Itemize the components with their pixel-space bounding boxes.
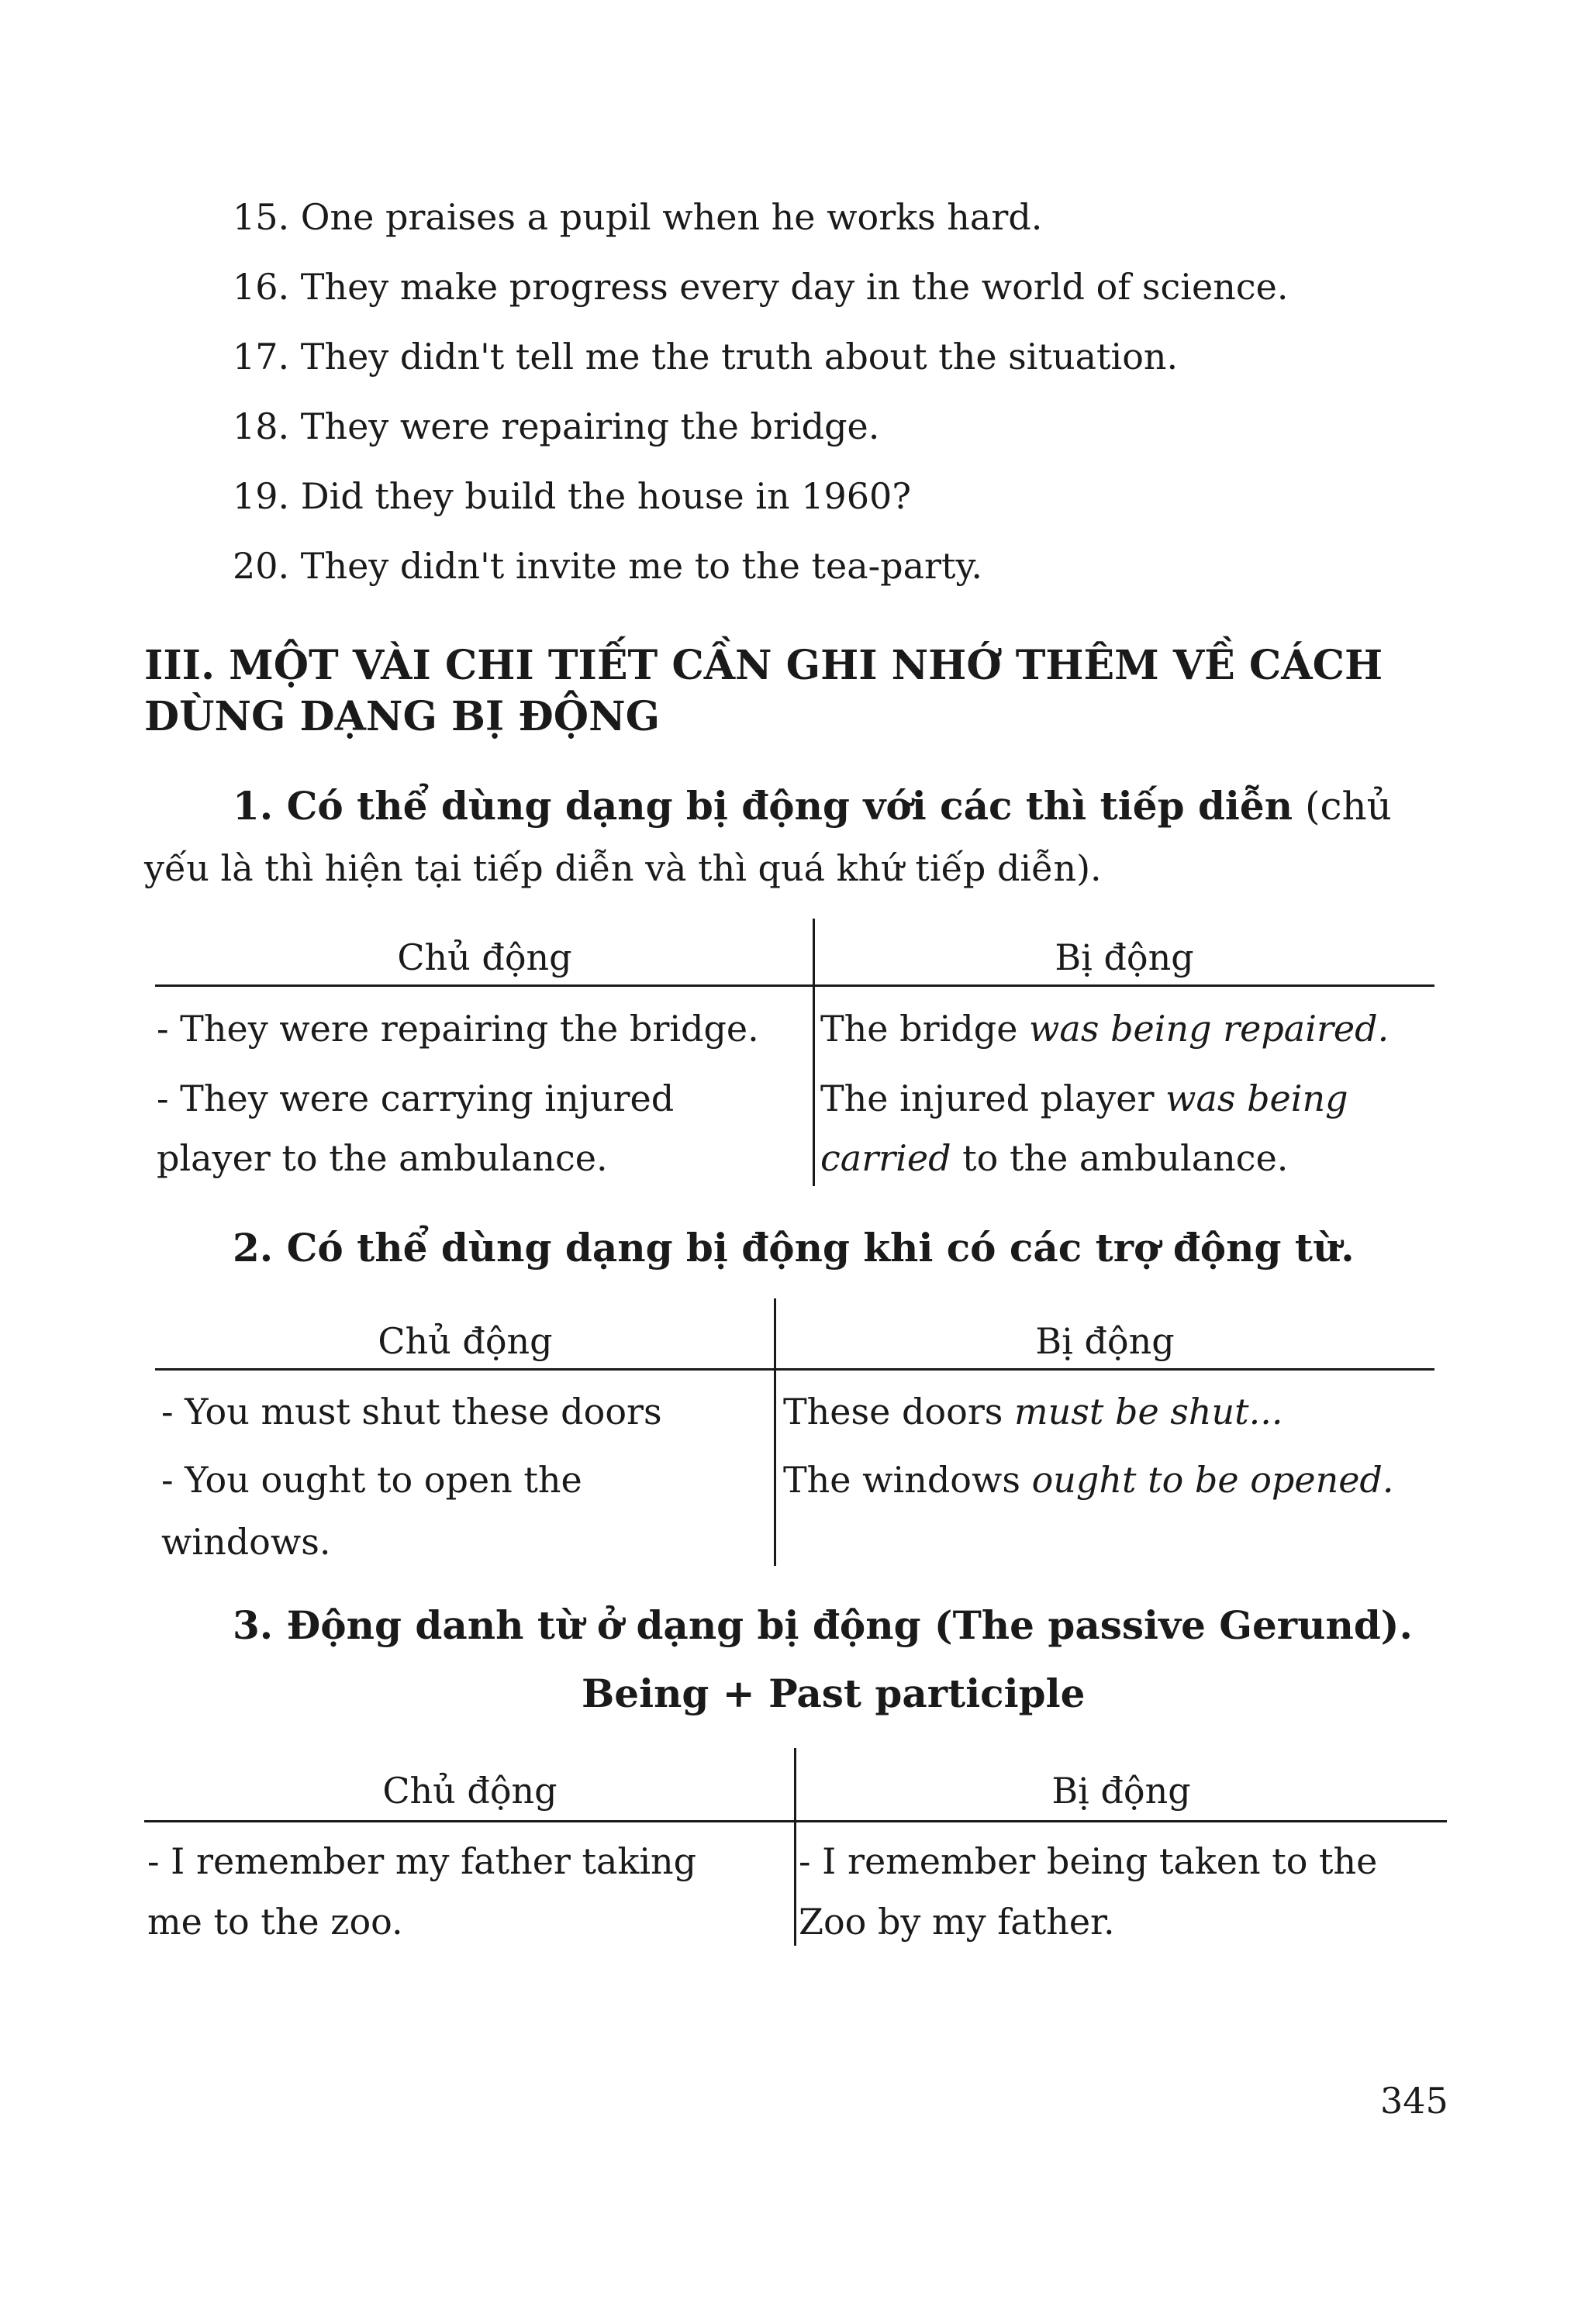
table1-row2-passive-verb: was being <box>1165 1078 1348 1119</box>
point1-heading-bold: 1. Có thể dùng dạng bị động với các thì tiếp diễn <box>233 783 1293 829</box>
point1-text: yếu là thì hiện tại tiếp diễn và thì quá khứ tiếp diễn). <box>144 847 1102 889</box>
table3-row1-active-line2: me to the zoo. <box>147 1901 403 1943</box>
table2-row2-passive-verb: ought to be opened. <box>1031 1459 1394 1501</box>
table1-header-passive: Bị động <box>1055 936 1194 978</box>
table3-row1-active-line1: - I remember my father taking <box>147 1840 697 1882</box>
table3-row1-passive-line1: - I remember being taken to the <box>799 1840 1378 1882</box>
table2-row2-passive <box>783 1450 1393 1510</box>
table2-row1-passive-text: These doors <box>783 1391 1015 1433</box>
table1-row2-passive-text2: to the ambulance. <box>951 1137 1289 1179</box>
exercise-item-16: 16. They make progress every day in the world of science. <box>233 266 1289 308</box>
table3-header-passive: Bị động <box>1051 1770 1191 1812</box>
exercise-item-17: 17. They didn't tell me the truth about the situation. <box>233 336 1179 378</box>
table1-row2-active-line1: - They were carrying injured <box>157 1078 675 1119</box>
table3-column-divider <box>794 1748 796 1946</box>
table2-header-active: Chủ động <box>378 1320 553 1362</box>
table2-row1-passive-verb: must be shut... <box>1014 1391 1283 1433</box>
table2-row2-active-line1: - You ought to open the <box>161 1459 582 1501</box>
table3-header-active: Chủ động <box>382 1770 558 1812</box>
table2-row1-active: - You must shut these doors <box>161 1391 662 1433</box>
point1-heading <box>233 779 1392 833</box>
exercise-item-19: 19. Did they build the house in 1960? <box>233 475 911 517</box>
table1-row1-passive <box>820 998 1389 1059</box>
section-heading <box>144 640 1385 743</box>
table1-column-divider <box>813 919 815 1186</box>
page-number: 345 <box>1380 2080 1448 2122</box>
table1-row2-passive-line1 <box>820 1068 1348 1129</box>
table1-row1-active: - They were repairing the bridge. <box>157 1008 759 1050</box>
section-heading-line1: III. MỘT VÀI CHI TIẾT CẦN GHI NHỚ THÊM VỀ CÁCH <box>144 642 1383 689</box>
table2-header-rule <box>155 1368 1434 1371</box>
table2-column-divider <box>774 1298 776 1566</box>
table2-row1-passive <box>783 1381 1283 1442</box>
table1-row2-passive-text: The injured player <box>820 1078 1166 1119</box>
table1-header-active: Chủ động <box>397 936 572 978</box>
point1-heading-rest: (chủ <box>1293 784 1392 829</box>
table1-header-rule <box>155 984 1434 987</box>
passive-gerund-formula: Being + Past participle <box>582 1671 1086 1716</box>
table2-header-passive: Bị động <box>1035 1320 1175 1362</box>
exercise-list <box>233 190 1442 609</box>
point3-heading: 3. Động danh từ ở dạng bị động (The passive Gerund). <box>233 1602 1413 1648</box>
exercise-item-18: 18. They were repairing the bridge. <box>233 405 880 447</box>
table1-row1-passive-verb: was being repaired. <box>1029 1008 1390 1050</box>
table2-row2-active-line2: windows. <box>161 1521 331 1563</box>
table1-row1-passive-text: The bridge <box>820 1008 1030 1050</box>
point2-heading: 2. Có thể dùng dạng bị động khi có các trợ động từ. <box>233 1225 1355 1271</box>
section-heading-line2: DÙNG DẠNG BỊ ĐỘNG <box>144 693 661 740</box>
table1-row2-passive-line2 <box>820 1128 1288 1188</box>
table2-row2-passive-text: The windows <box>783 1459 1032 1501</box>
table1-row2-passive-verb2: carried <box>820 1137 951 1179</box>
table3-row1-passive-line2: Zoo by my father. <box>799 1901 1115 1943</box>
exercise-item-15: 15. One praises a pupil when he works hard. <box>233 196 1043 238</box>
table1-row2-active-line2: player to the ambulance. <box>157 1137 608 1179</box>
exercise-item-20: 20. They didn't invite me to the tea-party. <box>233 545 983 587</box>
